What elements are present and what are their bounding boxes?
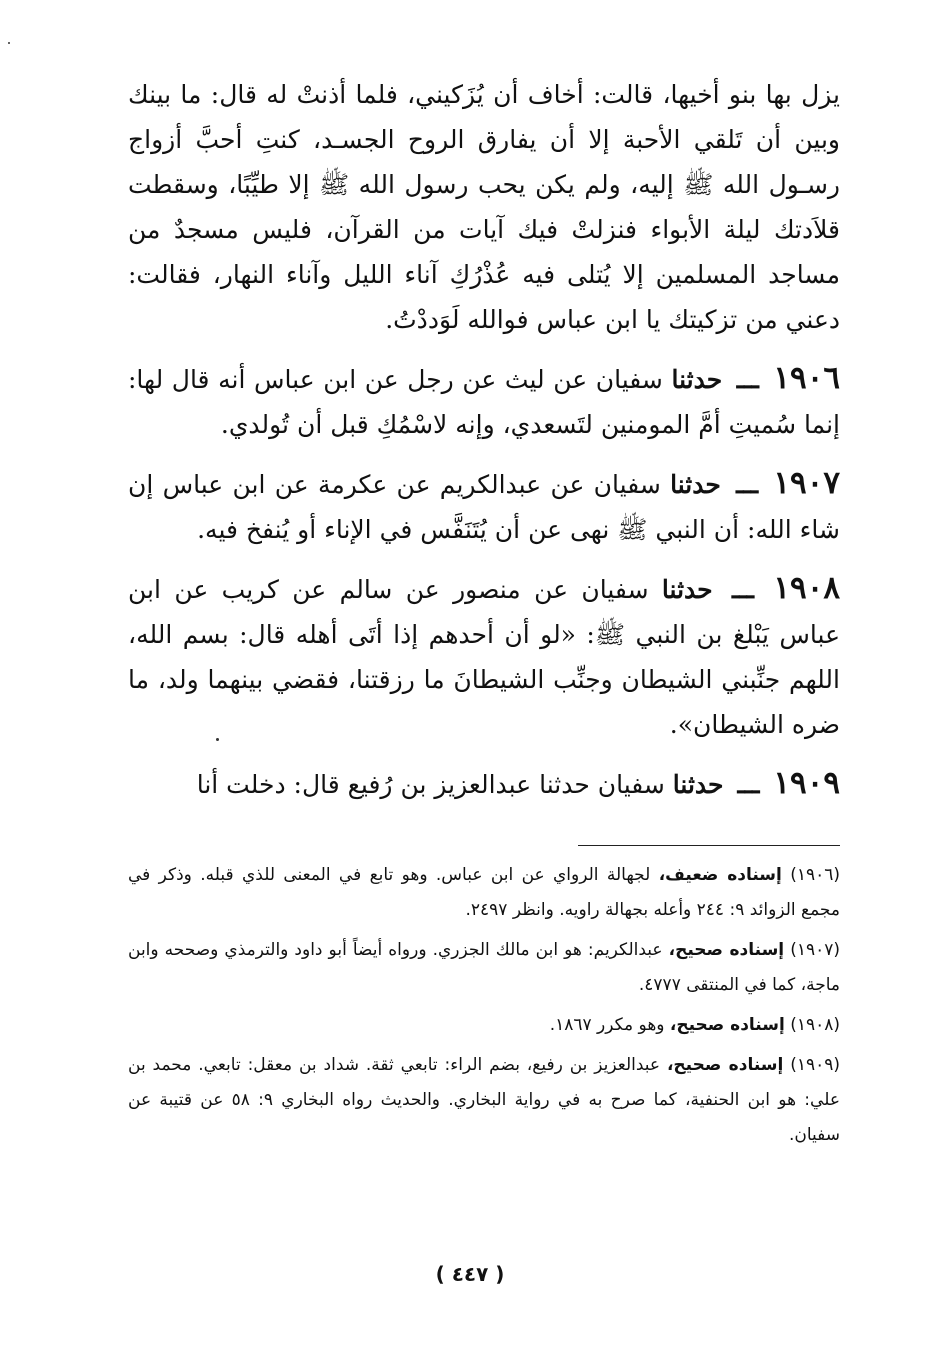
hadith-1908 [128, 566, 840, 747]
page-number: ( ٤٤٧ ) [435, 1262, 505, 1286]
footnote-verdict: إسناده ضعيف، [658, 865, 782, 885]
hadith-text: سفيان عن منصور عن سالم عن كريب عن ابن عباس يَبْلغ بن النبي ﷺ: «لو أن أحدهم إذا أتَى أهله قال: بسم الله، اللهم جنِّبني الشيطان وجنِّب الشيطانَ ما رزقتنا، فقضي بينهما ولد، ما ضره الشيطان». [128, 575, 840, 739]
footnote-ref: (١٩٠٧) [790, 940, 841, 960]
hadith-number: ١٩٠٦ [773, 360, 840, 396]
footnote-verdict: إسناده صحيح، [666, 1055, 784, 1075]
hadith-number: ١٩٠٩ [773, 765, 840, 801]
hadith-dash: ـــ [732, 575, 754, 604]
hadith-1907 [128, 461, 840, 552]
footnote-ref: (١٩٠٩) [790, 1055, 841, 1075]
scan-speck [8, 42, 10, 44]
hadith-lead-word: حدثنا [671, 365, 723, 394]
footnote-verdict: إسناده صحيح، [668, 940, 785, 960]
hadith-1909 [128, 761, 840, 807]
hadith-dash: ـــ [736, 470, 759, 499]
continued-paragraph: يزل بها بنو أخيها، قالت: أخاف أن يُزَكيني، فلما أذنتْ له قال: ما بينك وبين أن تَلقي الأحبة إلا أن يفارق الروح الجسـد، كنتِ أحبَّ أزواج رسـول الله ﷺ إليه، ولم يكن يحب رسول الله ﷺ إلا طيِّبًا، وسقطت قلاَدتك ليلة الأبواء فنزلتْ فيك آيات من القرآن، فليس مسجدٌ من مساجد المسلمين إلا يُتلى فيه عُذْرُكِ آناء الليل وآناء النهار، فقالت: دعني من تزكيتك يا ابن عباس فوالله لَوَددْتُ. [128, 80, 840, 334]
hadith-text: سفيان عن ليث عن رجل عن ابن عباس أنه قال لها: إنما سُميتِ أمَّ المومنين لتَسعدي، وإنه لاسْمُكِ قبل أن تُولدي. [128, 365, 840, 439]
footnote-ref: (١٩٠٦) [790, 865, 840, 885]
hadith-text: سفيان عن عبدالكريم عن عكرمة عن ابن عباس إن شاء الله: أن النبي ﷺ نهى عن أن يُتَنَفَّس في الإناء أو يُنفخ فيه. [128, 470, 840, 544]
scan-speck [216, 738, 219, 741]
footnote-1909 [128, 1048, 840, 1153]
hadith-lead-word: حدثنا [670, 470, 721, 499]
footnote-verdict: إسناده صحيح، [669, 1015, 785, 1035]
hadith-lead-word: حدثنا [672, 770, 724, 799]
footnote-separator [578, 845, 840, 846]
footnotes [128, 858, 840, 1158]
hadith-1906 [128, 356, 840, 447]
footnote-ref: (١٩٠٨) [790, 1015, 840, 1035]
footnote-1908 [128, 1008, 840, 1043]
hadith-number: ١٩٠٧ [773, 465, 840, 501]
footnote-text: عبدالكريم: هو ابن مالك الجزري. ورواه أيضاً أبو داود والترمذي وصححه وابن ماجة، كما في المنتقى ٤٧٧٧. [128, 940, 840, 995]
footnote-text: عبدالعزيز بن رفيع، بضم الراء: تابعي ثقة. شداد بن معقل: تابعي. محمد بن علي: هو ابن الحنفية، كما صرح به في رواية البخاري. والحديث رواه البخاري ٩: ٥٨ عن قتيبة عن سفيان. [128, 1055, 840, 1145]
footnote-1907 [128, 933, 840, 1003]
hadith-lead-word: حدثنا [661, 575, 713, 604]
hadith-text: سفيان حدثنا عبدالعزيز بن رُفيع قال: دخلت أنا [196, 770, 665, 799]
footnote-1906 [128, 858, 840, 928]
hadith-number: ١٩٠٨ [773, 570, 840, 606]
hadith-dash: ـــ [736, 365, 759, 394]
hadith-dash: ـــ [737, 770, 760, 799]
footnote-text: لجهالة الرواي عن ابن عباس. وهو تابع في المعنى للذي قبله. وذكر في مجمع الزوائد ٩: ٢٤٤ وأعله بجهالة راويه. وانظر ٢٤٩٧. [128, 865, 840, 920]
main-text-body [128, 72, 840, 821]
footnote-text: وهو مكرر ١٨٦٧. [549, 1015, 665, 1035]
